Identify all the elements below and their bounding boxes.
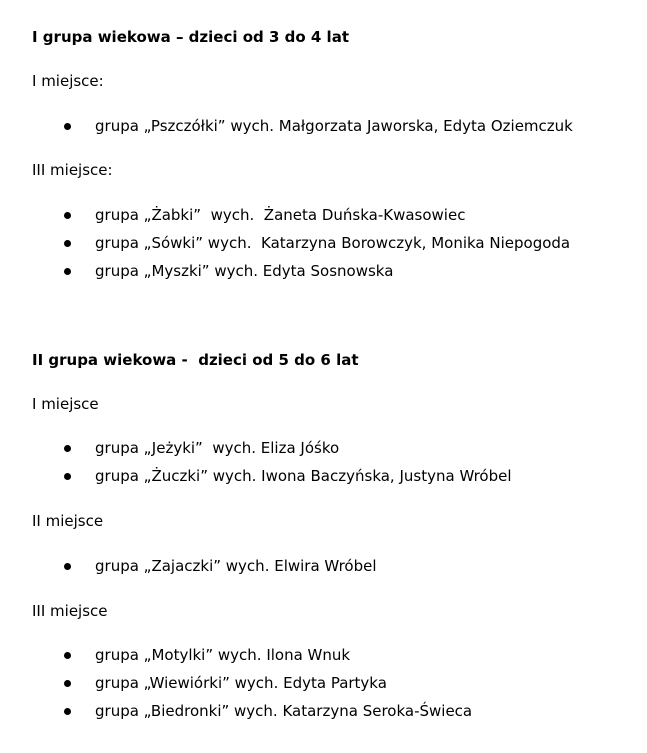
list-item-text: grupa „Pszczółki” wych. Małgorzata Jaworska, Edyta Oziemczuk	[95, 117, 573, 135]
place-label: III miejsce	[32, 602, 108, 620]
group-list	[0, 117, 573, 145]
place-label: III miejsce:	[32, 161, 113, 179]
list-item	[0, 262, 570, 290]
list-item	[0, 702, 472, 730]
bullet-icon	[64, 445, 71, 452]
list-item	[0, 206, 570, 234]
group-list	[0, 557, 377, 585]
bullet-icon	[64, 268, 71, 275]
bullet-icon	[64, 123, 71, 130]
list-item-text: grupa „Sówki” wych. Katarzyna Borowczyk, Monika Niepogoda	[95, 234, 571, 252]
group-list	[0, 439, 512, 495]
place-label: I miejsce:	[32, 72, 104, 90]
list-item-text: grupa „Motylki” wych. Ilona Wnuk	[95, 646, 351, 664]
list-item	[0, 234, 570, 262]
bullet-icon	[64, 240, 71, 247]
bullet-icon	[64, 652, 71, 659]
list-item	[0, 467, 512, 495]
list-item-text: grupa „Żabki” wych. Żaneta Duńska-Kwasowiec	[95, 206, 466, 224]
group-list	[0, 646, 472, 730]
bullet-icon	[64, 708, 71, 715]
list-item-text: grupa „Żuczki” wych. Iwona Baczyńska, Justyna Wróbel	[95, 467, 512, 485]
bullet-icon	[64, 212, 71, 219]
list-item	[0, 557, 377, 585]
group-list	[0, 206, 570, 290]
list-item	[0, 674, 472, 702]
section-heading-2: II grupa wiekowa - dzieci od 5 do 6 lat	[32, 351, 359, 369]
list-item-text: grupa „Biedronki” wych. Katarzyna Seroka-Świeca	[95, 702, 473, 720]
list-item	[0, 646, 472, 674]
list-item-text: grupa „Jeżyki” wych. Eliza Jóśko	[95, 439, 340, 457]
list-item-text: grupa „Zajaczki” wych. Elwira Wróbel	[95, 557, 377, 575]
list-item-text: grupa „Myszki” wych. Edyta Sosnowska	[95, 262, 394, 280]
section-heading-1: I grupa wiekowa – dzieci od 3 do 4 lat	[32, 28, 349, 46]
bullet-icon	[64, 680, 71, 687]
bullet-icon	[64, 473, 71, 480]
list-item-text: grupa „Wiewiórki” wych. Edyta Partyka	[95, 674, 387, 692]
place-label: II miejsce	[32, 512, 104, 530]
place-label: I miejsce	[32, 395, 99, 413]
bullet-icon	[64, 563, 71, 570]
list-item	[0, 117, 573, 145]
list-item	[0, 439, 512, 467]
